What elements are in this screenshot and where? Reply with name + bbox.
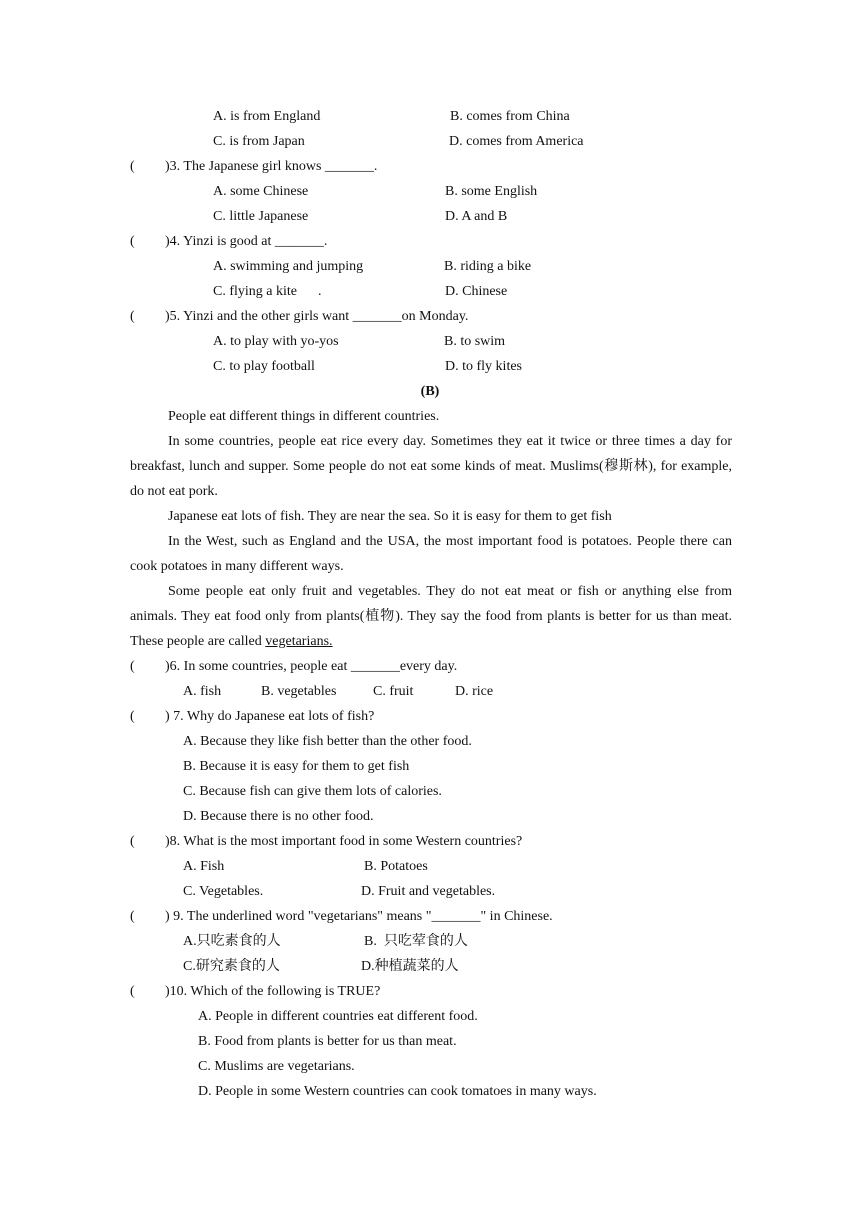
q3-option-d: D. A and B: [445, 209, 508, 224]
q5-option-a: A. to play with yo-yos: [213, 334, 339, 349]
q6-option-b: B. vegetables: [261, 684, 337, 699]
q5-stem: )5. Yinzi and the other girls want _______on Monday.: [165, 309, 469, 324]
passage-paragraph-3: Japanese eat lots of fish. They are near the sea. So it is easy for them to get fish: [168, 509, 612, 524]
q7-option-c: C. Because fish can give them lots of calories.: [183, 784, 442, 799]
q7-option-a-row: [0, 729, 860, 754]
q2-options-row-2: [0, 129, 860, 154]
q8-option-b: B. Potatoes: [364, 859, 428, 874]
q3-options-row-1: [0, 179, 860, 204]
q9-stem: ) 9. The underlined word "vegetarians" means "_______" in Chinese.: [165, 909, 553, 924]
q10-option-a: A. People in different countries eat different food.: [198, 1009, 478, 1024]
passage-paragraph-5: [130, 579, 732, 654]
vegetarians-underlined-word: vegetarians.: [265, 634, 333, 649]
section-b-title: (B): [420, 384, 440, 399]
q5-options-row-2: [0, 354, 860, 379]
q10-option-d-row: [0, 1079, 860, 1104]
q7-option-d-row: [0, 804, 860, 829]
q9-options-row-1: [0, 929, 860, 954]
q9-options-row-2: [0, 954, 860, 979]
q10-option-a-row: [0, 1004, 860, 1029]
q10-answer-paren: (: [130, 984, 135, 999]
q7-option-a: A. Because they like fish better than the other food.: [183, 734, 472, 749]
q7-stem-row: [0, 704, 860, 729]
q10-option-b: B. Food from plants is better for us than meat.: [198, 1034, 457, 1049]
q6-answer-paren: (: [130, 659, 135, 674]
q9-option-b: B. 只吃荤食的人: [364, 934, 468, 949]
q9-option-d: D.种植蔬菜的人: [361, 959, 459, 974]
q6-stem-row: [0, 654, 860, 679]
q6-option-a: A. fish: [183, 684, 222, 699]
q4-options-row-1: [0, 254, 860, 279]
q9-stem-row: [0, 904, 860, 929]
q3-stem: )3. The Japanese girl knows _______.: [165, 159, 378, 174]
q8-option-c: C. Vegetables.: [183, 884, 264, 899]
q8-option-a: A. Fish: [183, 859, 225, 874]
q8-stem: )8. What is the most important food in some Western countries?: [165, 834, 523, 849]
q10-option-b-row: [0, 1029, 860, 1054]
q3-answer-paren: (: [130, 159, 135, 174]
q5-option-c: C. to play football: [213, 359, 315, 374]
q3-option-a: A. some Chinese: [213, 184, 309, 199]
passage-paragraph-2: In some countries, people eat rice every day. Sometimes they eat it twice or three times a day for breakfast, lunch and supper. Some people do not eat some kinds of meat. Muslims(穆斯林), for example, do not eat pork.: [130, 434, 732, 499]
q3-option-b: B. some English: [445, 184, 538, 199]
q9-answer-paren: (: [130, 909, 135, 924]
q2-option-a: A. is from England: [213, 109, 321, 124]
q8-options-row-1: [0, 854, 860, 879]
q4-stem: )4. Yinzi is good at _______.: [165, 234, 328, 249]
q4-answer-paren: (: [130, 234, 135, 249]
q6-option-d: D. rice: [455, 684, 494, 699]
q2-option-b: B. comes from China: [450, 109, 570, 124]
q5-options-row-1: [0, 329, 860, 354]
passage-paragraph-1: People eat different things in different countries.: [168, 409, 440, 424]
q8-option-d: D. Fruit and vegetables.: [361, 884, 496, 899]
q10-option-c: C. Muslims are vegetarians.: [198, 1059, 355, 1074]
q9-option-c: C.研究素食的人: [183, 959, 280, 974]
q4-options-row-2: [0, 279, 860, 304]
q3-option-c: C. little Japanese: [213, 209, 309, 224]
q6-option-c: C. fruit: [373, 684, 414, 699]
q7-option-c-row: [0, 779, 860, 804]
q4-option-b: B. riding a bike: [444, 259, 532, 274]
q7-option-d: D. Because there is no other food.: [183, 809, 374, 824]
q6-options-row: [0, 679, 860, 704]
q8-stem-row: [0, 829, 860, 854]
worksheet-page: [0, 104, 860, 1104]
q4-option-c: C. flying a kite .: [213, 284, 322, 299]
q8-answer-paren: (: [130, 834, 135, 849]
q3-options-row-2: [0, 204, 860, 229]
q10-stem: )10. Which of the following is TRUE?: [165, 984, 381, 999]
q10-option-d: D. People in some Western countries can cook tomatoes in many ways.: [198, 1084, 597, 1099]
q3-stem-row: [0, 154, 860, 179]
q5-option-b: B. to swim: [444, 334, 506, 349]
q8-options-row-2: [0, 879, 860, 904]
q5-answer-paren: (: [130, 309, 135, 324]
q7-answer-paren: (: [130, 709, 135, 724]
q5-option-d: D. to fly kites: [445, 359, 522, 374]
q10-option-c-row: [0, 1054, 860, 1079]
passage-paragraph-5-text: Some people eat only fruit and vegetables. They do not eat meat or fish or anything else from animals. They eat food only from plants(植物). They say the food from plants is better for us than meat. These people are called: [130, 584, 732, 649]
q4-option-d: D. Chinese: [445, 284, 508, 299]
q2-option-c: C. is from Japan: [213, 134, 305, 149]
q7-option-b: B. Because it is easy for them to get fish: [183, 759, 410, 774]
q2-options-row-1: [0, 104, 860, 129]
q4-option-a: A. swimming and jumping: [213, 259, 364, 274]
q5-stem-row: [0, 304, 860, 329]
q9-option-a: A.只吃素食的人: [183, 934, 281, 949]
q7-stem: ) 7. Why do Japanese eat lots of fish?: [165, 709, 375, 724]
passage-paragraph-4: In the West, such as England and the USA, the most important food is potatoes. People there can cook potatoes in many different ways.: [130, 534, 732, 574]
q7-option-b-row: [0, 754, 860, 779]
q10-stem-row: [0, 979, 860, 1004]
q4-stem-row: [0, 229, 860, 254]
q6-stem: )6. In some countries, people eat _______every day.: [165, 659, 458, 674]
q2-option-d: D. comes from America: [449, 134, 584, 149]
